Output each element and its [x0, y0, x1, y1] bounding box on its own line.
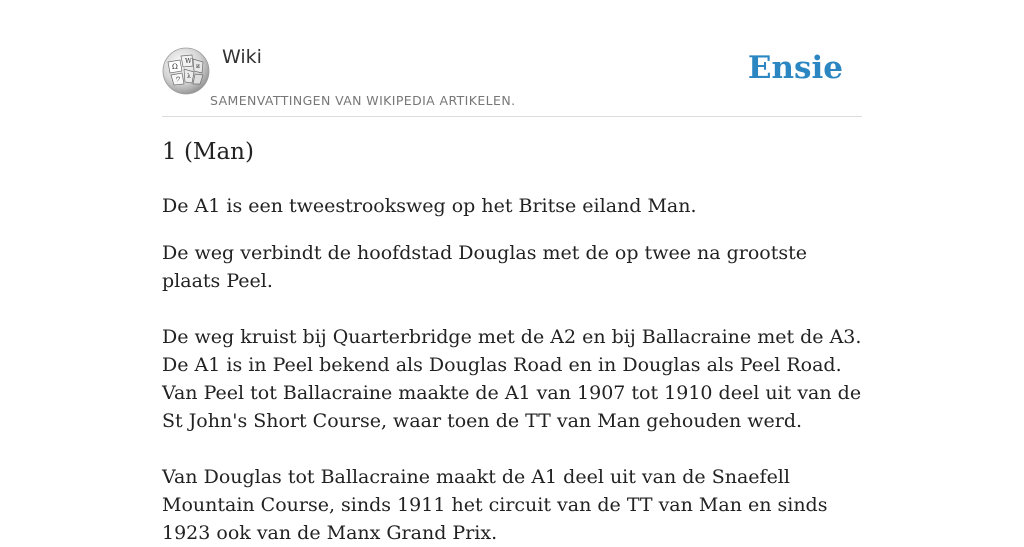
article-paragraph: De weg verbindt de hoofdstad Douglas met de op twee na grootste plaats Peel. — [162, 242, 807, 292]
site-name[interactable]: Wiki — [222, 46, 262, 68]
paragraph-gap — [162, 435, 862, 463]
wikipedia-globe-icon[interactable] — [162, 47, 210, 95]
article-title: 1 (Man) — [162, 139, 254, 165]
page — [162, 0, 862, 544]
site-header — [162, 0, 862, 117]
article-body — [162, 192, 862, 547]
svg-text:W: W — [185, 57, 192, 65]
svg-text:и: и — [196, 63, 200, 70]
paragraph-gap — [162, 295, 862, 323]
svg-text:λ: λ — [187, 73, 191, 80]
article-paragraph: Van Douglas tot Ballacraine maakt de A1 deel uit van de Snaefell Mountain Course, sinds 1911 het circuit van de TT van Man en sinds 1923 ook van de Manx Grand Prix. — [162, 466, 828, 544]
site-tagline: SAMENVATTINGEN VAN WIKIPEDIA ARTIKELEN. — [210, 93, 516, 108]
article-paragraph: De weg kruist bij Quarterbridge met de A2 en bij Ballacraine met de A3. De A1 is in Peel bekend als Douglas Road en in Douglas als Peel Road. Van Peel tot Ballacraine maakte de A1 van 1907 tot 1910 deel uit van de St John's Short Course, waar toen de TT van Man gehouden werd. — [162, 326, 862, 432]
article-paragraph: De A1 is een tweestrooksweg op het Britse eiland Man. — [162, 195, 697, 217]
brand-logo-link[interactable]: Ensie — [747, 50, 843, 86]
svg-text:Ω: Ω — [172, 63, 178, 71]
svg-text:ウ: ウ — [175, 76, 182, 83]
